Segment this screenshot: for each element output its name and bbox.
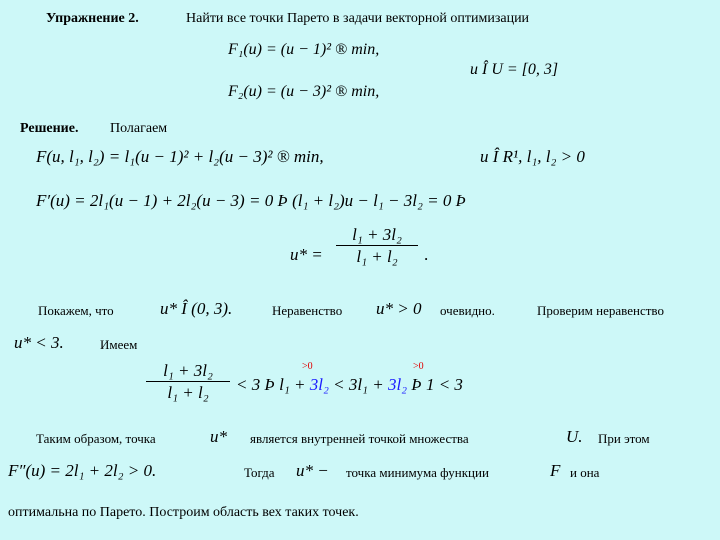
domain-constraint: u Î U = [0, 3] — [470, 61, 559, 78]
conclusion-math-2: U. — [566, 427, 583, 446]
positive-mark-2: >0 — [413, 361, 424, 372]
conclusion-text-1: Таким образом, точка — [36, 431, 156, 446]
ineq-blue-term-1: 3l₂ — [309, 375, 329, 394]
convolution-condition: u Î R¹, l₁, l₂ > 0 — [480, 147, 585, 166]
show-text-1: Покажем, что — [38, 303, 114, 318]
show-text-2: Неравенство — [272, 303, 343, 318]
criterion-f1: F₁(u) = (u − 1)² ® min, — [228, 41, 380, 58]
ineq-fraction — [146, 362, 230, 401]
ineq-denominator: l₁ + l₂ — [167, 383, 209, 402]
fraction-bar — [146, 381, 230, 382]
ineq-part-1: < 3 Þ l₁ + — [236, 375, 310, 394]
exercise-label: Упражнение 2. — [46, 11, 139, 26]
conclusion-math-3: u* − — [296, 461, 329, 480]
exercise-text: Найти все точки Парето в задачи векторной оптимизации — [186, 11, 530, 26]
show-text-3: очевидно. — [440, 303, 495, 318]
ineq-numerator: l₁ + 3l₂ — [163, 361, 213, 380]
conclusion-text-4: Тогда — [244, 465, 275, 480]
positive-mark-1: >0 — [302, 361, 313, 372]
inequality-chain — [236, 376, 463, 393]
show-math-1: u* Î (0, 3). — [160, 299, 233, 318]
conclusion-text-5: точка минимума функции — [346, 465, 489, 480]
second-derivative: F″(u) = 2l₁ + 2l₂ > 0. — [8, 461, 157, 480]
solution-intro: Полагаем — [110, 121, 168, 136]
convolution-equation: F(u, l₁, l₂) = l₁(u − 1)² + l₂(u − 3)² ® min, — [36, 147, 324, 166]
conclusion-math-1: u* — [210, 427, 227, 446]
show-math-2: u* > 0 — [376, 299, 422, 318]
conclusion-text-2: является внутренней точкой множества — [250, 431, 469, 446]
show-math-3: u* < 3. — [14, 333, 64, 352]
conclusion-text-6: и она — [570, 465, 600, 480]
ustar-fraction — [336, 226, 418, 265]
show-text-4: Проверим неравенство — [537, 303, 664, 318]
solution-label: Решение. — [20, 121, 79, 136]
final-sentence: оптимальна по Парето. Построим область вех таких точек. — [8, 505, 359, 520]
conclusion-text-3: При этом — [598, 431, 650, 446]
conclusion-math-4: F — [550, 461, 561, 480]
ustar-denominator: l₁ + l₂ — [356, 247, 398, 266]
ustar-dot: . — [424, 245, 429, 264]
ustar-lhs: u* = — [290, 245, 323, 264]
ineq-part-2: < 3l₁ + — [328, 375, 388, 394]
derivative-equation: F′(u) = 2l₁(u − 1) + 2l₂(u − 3) = 0 Þ (l₁ + l₂)u − l₁ − 3l₂ = 0 Þ — [36, 191, 466, 210]
ineq-blue-term-2: 3l₂ — [387, 375, 408, 394]
ustar-numerator: l₁ + 3l₂ — [352, 225, 402, 244]
show-text-5: Имеем — [100, 337, 138, 352]
criterion-f2: F₂(u) = (u − 3)² ® min, — [228, 83, 380, 100]
fraction-bar — [336, 245, 418, 246]
ineq-part-3: Þ 1 < 3 — [407, 375, 463, 394]
